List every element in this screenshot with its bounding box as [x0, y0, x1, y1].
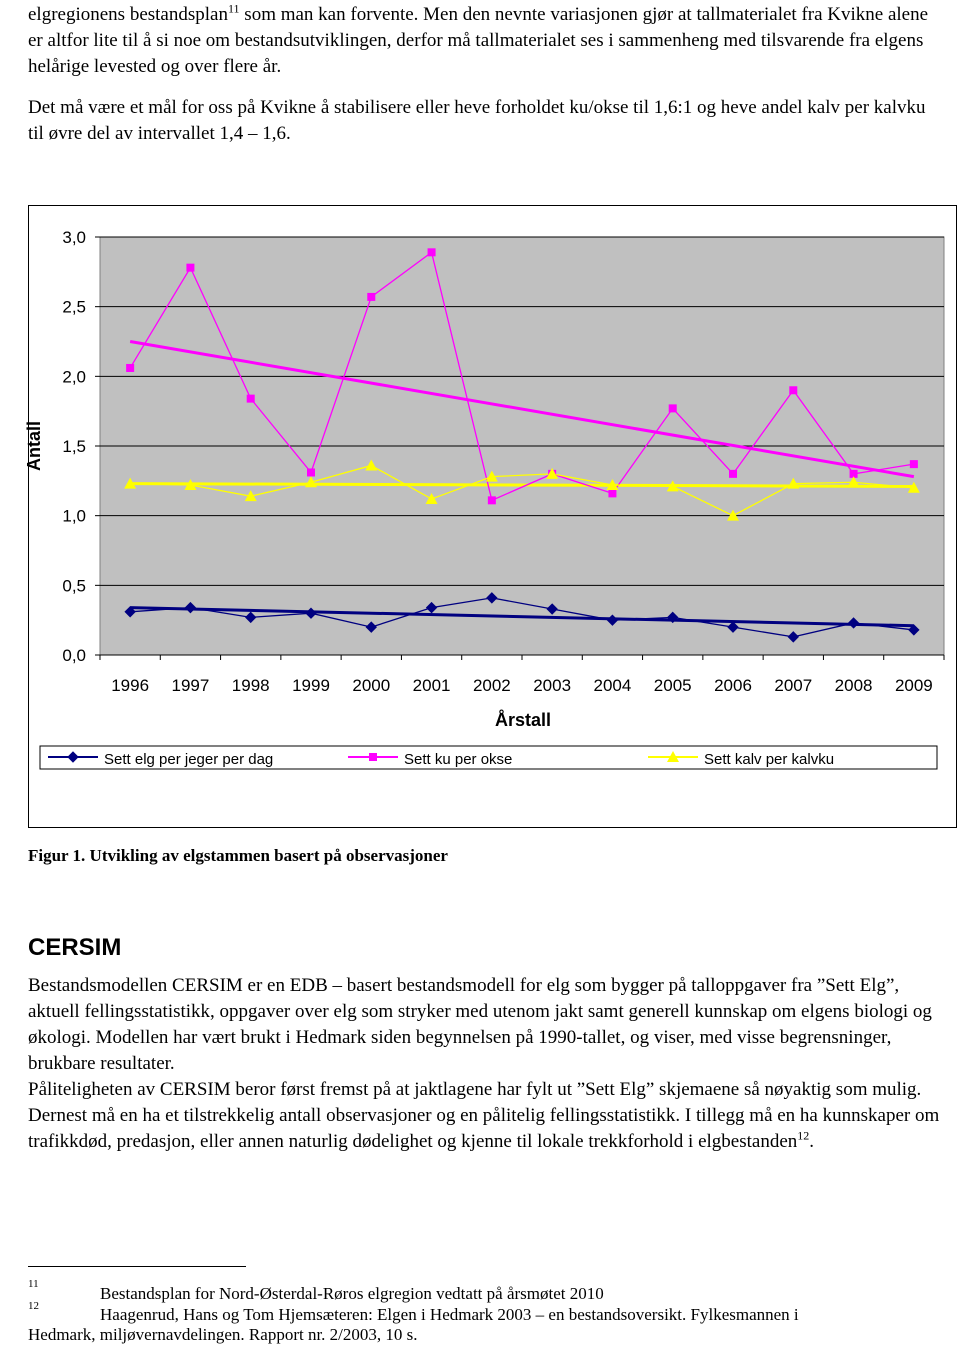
data-point-square — [247, 395, 255, 403]
x-tick-label: 1998 — [231, 676, 270, 695]
x-tick-label: 2003 — [533, 676, 572, 695]
y-tick-label: 0,0 — [62, 646, 86, 665]
figure-caption: Figur 1. Utvikling av elgstammen basert på observasjoner — [28, 846, 448, 865]
x-tick-label: 2008 — [834, 676, 873, 695]
x-tick-label: 2005 — [653, 676, 692, 695]
x-tick-label: 1999 — [292, 676, 330, 695]
y-tick-label: 2,5 — [62, 297, 86, 317]
section-heading: CERSIM — [28, 934, 122, 961]
paragraph-intro-start: elgregionens bestandsplan — [28, 4, 228, 25]
data-point-square — [789, 386, 797, 394]
y-tick-label: 2,0 — [62, 367, 86, 387]
legend-label: Sett elg per jeger per dag — [104, 751, 274, 768]
data-point-square — [428, 248, 436, 256]
data-point-square — [669, 404, 677, 412]
legend-label: Sett kalv per kalvku — [704, 751, 835, 768]
y-tick-label: 0,5 — [62, 576, 86, 596]
legend-label: Sett ku per okse — [404, 751, 513, 768]
y-tick-label: 1,0 — [62, 506, 86, 526]
data-point-square — [488, 496, 496, 504]
data-point-square — [307, 468, 315, 476]
paragraph-reliability-start: Påliteligheten av CERSIM beror først fremst på at jaktlagene har fylt ut ”Sett Elg” skjemaene så nøyaktig som mulig. Dernest må en ha et tilstrekkelig antall observasjoner og en pålitelig fellingsstatistikk. I tillegg må en ha kunnskaper om trafikkdød, predasjon, eller annen naturlig dødelighet og kjenne til lokale trekkforhold i elgbestanden — [28, 1079, 940, 1152]
data-point-square — [369, 753, 377, 761]
y-tick-label: 1,5 — [62, 437, 86, 456]
data-point-square — [729, 470, 737, 478]
data-point-square — [126, 364, 134, 372]
paragraph-cersim: Bestandsmodellen CERSIM er en EDB – basert bestandsmodell for elg som bygger på talloppgaver fra ”Sett Elg”, aktuell fellingsstatistikk, oppgaver over elg som stryker med utenom jakt samt generell kunnskap om elgens biologi og økologi. Modellen har vært brukt i Hedmark siden begynnelsen på 1990-tallet, og viser, med visse begrensninger, brukbare resultater. — [28, 975, 932, 1074]
footnote-divider — [28, 1266, 246, 1267]
data-point-square — [608, 489, 616, 497]
x-axis-label: Årstall — [494, 710, 552, 730]
paragraph-reliability — [28, 1077, 943, 1155]
footnote-text-12-continued: Hedmark, miljøvernavdelingen. Rapport nr. 2/2003, 10 s. — [28, 1325, 418, 1344]
x-tick-label: 2007 — [774, 676, 813, 695]
line-chart — [24, 205, 957, 828]
data-point-square — [910, 460, 918, 468]
x-tick-label: 2002 — [472, 676, 511, 695]
paragraph-intro-rest: som man kan forvente. Men den nevnte variasjonen gjør at tallmaterialet fra Kvikne alene er altfor lite til å si noe om bestandsutviklingen, derfor må tallmaterialet ses i sammenheng med tilsvarende fra elgens helårige levested og over flere år. — [28, 4, 929, 77]
x-tick-label: 2000 — [352, 676, 391, 695]
footnote-ref-11: 11 — [227, 1, 240, 16]
x-tick-label: 1996 — [111, 676, 150, 695]
x-tick-label: 2009 — [894, 676, 933, 695]
paragraph-intro — [28, 2, 943, 80]
paragraph-goal: Det må være et mål for oss på Kvikne å stabilisere eller heve forholdet ku/okse til 1,6:1 og heve andel kalv per kalvku til øvre del av intervallet 1,4 – 1,6. — [28, 97, 926, 144]
footnote-number-11: 11 — [28, 1278, 39, 1290]
footnote-number-12: 12 — [28, 1300, 39, 1312]
x-tick-label: 1997 — [171, 676, 210, 695]
footnote-text-11: Bestandsplan for Nord-Østerdal-Røros elgregion vedtatt på årsmøtet 2010 — [100, 1284, 604, 1303]
data-point-square — [367, 293, 375, 301]
x-tick-label: 2006 — [714, 676, 752, 695]
chart-frame — [24, 205, 957, 828]
y-tick-label: 3,0 — [62, 228, 86, 247]
x-tick-label: 2001 — [412, 676, 451, 695]
paragraph-reliability-end: . — [809, 1131, 815, 1152]
footnote-text-12: Haagenrud, Hans og Tom Hjemsæteren: Elgen i Hedmark 2003 – en bestandsoversikt. Fylkesmannen i — [100, 1305, 799, 1324]
x-tick-label: 2004 — [593, 676, 632, 695]
y-axis-label: Antall — [24, 420, 44, 472]
data-point-square — [186, 264, 194, 272]
footnote-ref-12: 12 — [797, 1128, 810, 1143]
